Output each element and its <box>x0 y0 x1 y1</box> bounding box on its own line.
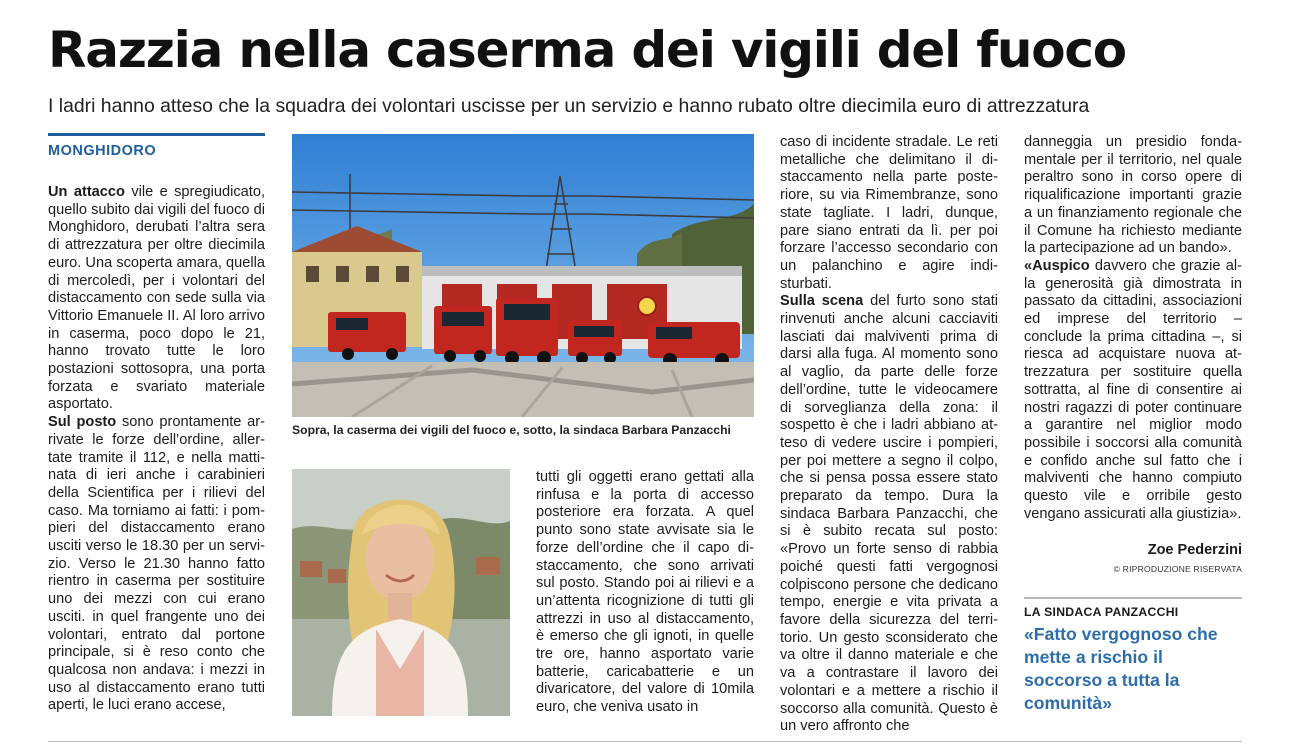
article-column-4 <box>1024 134 1242 523</box>
quote-divider <box>1024 597 1242 599</box>
paragraph: danneggia un presidio fondamentale per il territorio, nel quale peraltro sono in corso opere di riqualificazione importanti grazie a un finanziamento regionale che il Comune ha richiesto mediante la partecipazione ad un bando». <box>1024 134 1242 257</box>
article-column-3 <box>780 134 998 736</box>
lead-in: Un attacco <box>48 184 125 200</box>
mayor-portrait-photo <box>292 469 510 716</box>
subheadline: I ladri hanno atteso che la squadra dei volontari uscisse per un servizio e hanno rubato oltre diecimila euro di attrezzatura <box>48 95 1090 117</box>
lead-in: «Auspico <box>1024 257 1090 274</box>
fire-station-photo <box>292 134 754 417</box>
kicker-rule <box>48 133 265 136</box>
lead-in: Sulla scena <box>780 293 864 310</box>
article-column-1 <box>48 184 265 715</box>
paragraph <box>1024 258 1242 524</box>
paragraph: tutti gli oggetti erano gettati alla rinfusa e la porta di accesso posteriore era forzata. A quel punto sono state avvisate sia le forze dell’ordine che il capo distaccamento, che sono arrivati sul posto. Stando poi ai rilievi e a un’attenta ricognizione di tutti gli attrezzi in uso al distaccamento, è emerso che gli ignoti, in quelle tre ore, hanno asportato varie batterie, caricabatterie e un divaricatore, del valore di 10mila euro, che veniva usato in <box>536 469 754 716</box>
lead-in: Sul posto <box>48 414 117 431</box>
paragraph <box>48 414 265 715</box>
body-text: davvero che grazie alla generosità già dimostrata in passato da cittadini, associazioni ed imprese del territorio – conclude la prima cittadina –, si riesca ad acquistare nuova attrezzatura per sostituire quella sottratta, al fine di consentire ai nostri ragazzi di poter continuare a garantire nel miglior modo possibile i soccorsi alla comunità e confido anche sul fatto che i malviventi che hanno compiuto questo vile e orribile gesto vengano assicurati alla giustizia». <box>1024 257 1242 522</box>
paragraph: caso di incidente stradale. Le reti metalliche che delimitano il distaccamento nella parte posteriore, su via Rimembranze, sono state tagliate. I ladri, dunque, pare siano entrati da lì. per poi forzare l’accesso secondario con un palanchino e agire indisturbati. <box>780 134 998 292</box>
article-column-2 <box>536 469 754 717</box>
paragraph <box>48 184 265 414</box>
body-text: vile e spregiudicato, quello subito dai vigili del fuoco di Monghidoro, derubati l’altra sera di attrezzatura per oltre diecimila euro. Una scoperta amara, quella di mercoledì, per i volontari del distaccamento con sede sulla via Vittorio Emanuele II. Al loro arrivo in caserma, poco dopo le 21, hanno trovato tutte le loro postazioni sottosopra, una porta forzata e svariato materiale asportato. <box>48 184 266 413</box>
pull-quote: «Fatto vergognoso che mette a rischio il soccorso a tutta la comunità» <box>1024 624 1218 713</box>
body-text: sono prontamente arrivate le forze dell’ordine, allertate tramite il 112, e nella mattinata di ieri anche i carabinieri della Scientifica per i rilievi del caso. Ma torniamo ai fatti: i pompieri del distaccamento erano usciti verso le 18.30 per un servizio. Verso le 21.30 hanno fatto rientro in caserma per sostituire uno dei mezzi con cui erano usciti. in quel frangente uno dei volontari, entrato dal portone principale, si è reso conto che qualcosa non andava: i mezzi in uso al distaccamento erano tutti aperti, le luci erano accese, <box>48 414 265 714</box>
paragraph <box>780 293 998 736</box>
body-text: del furto sono stati rinvenuti anche alcuni cacciaviti lasciati dai malviventi prima di darsi alla fuga. Al momento sono al vaglio, da parte delle forze dell’ordine, tutte le videocamere di sorveglianza della zona: il sospetto è che i ladri abbiano atteso di vedere uscire i pompieri, per poi mettere a segno il colpo, che si pensa possa essere stato preparato da tempo. Dura la sindaca Barbara Panzacchi, che si è subito recata sul posto: «Provo un forte senso di rabbia poiché questi fatti vergognosi colpiscono persone che dedicano tempo, energie e vita privata a favore della sicurezza del territorio. Un gesto sconsiderato che va oltre il danno materiale e che va a contrastare il lavoro dei volontari e a mettere a rischio il soccorso alla comunità. Questo è un vero affronto che <box>780 293 998 735</box>
byline: Zoe Pederzini <box>1147 542 1242 558</box>
kicker: MONGHIDORO <box>48 143 157 159</box>
quote-label: LA SINDACA PANZACCHI <box>1024 605 1179 619</box>
copyright-notice: © RIPRODUZIONE RISERVATA <box>1113 564 1242 574</box>
headline: Razzia nella caserma dei vigili del fuoco <box>48 21 1126 79</box>
bottom-divider <box>48 741 1242 742</box>
photo-caption: Sopra, la caserma dei vigili del fuoco e, sotto, la sindaca Barbara Panzacchi <box>292 423 731 437</box>
